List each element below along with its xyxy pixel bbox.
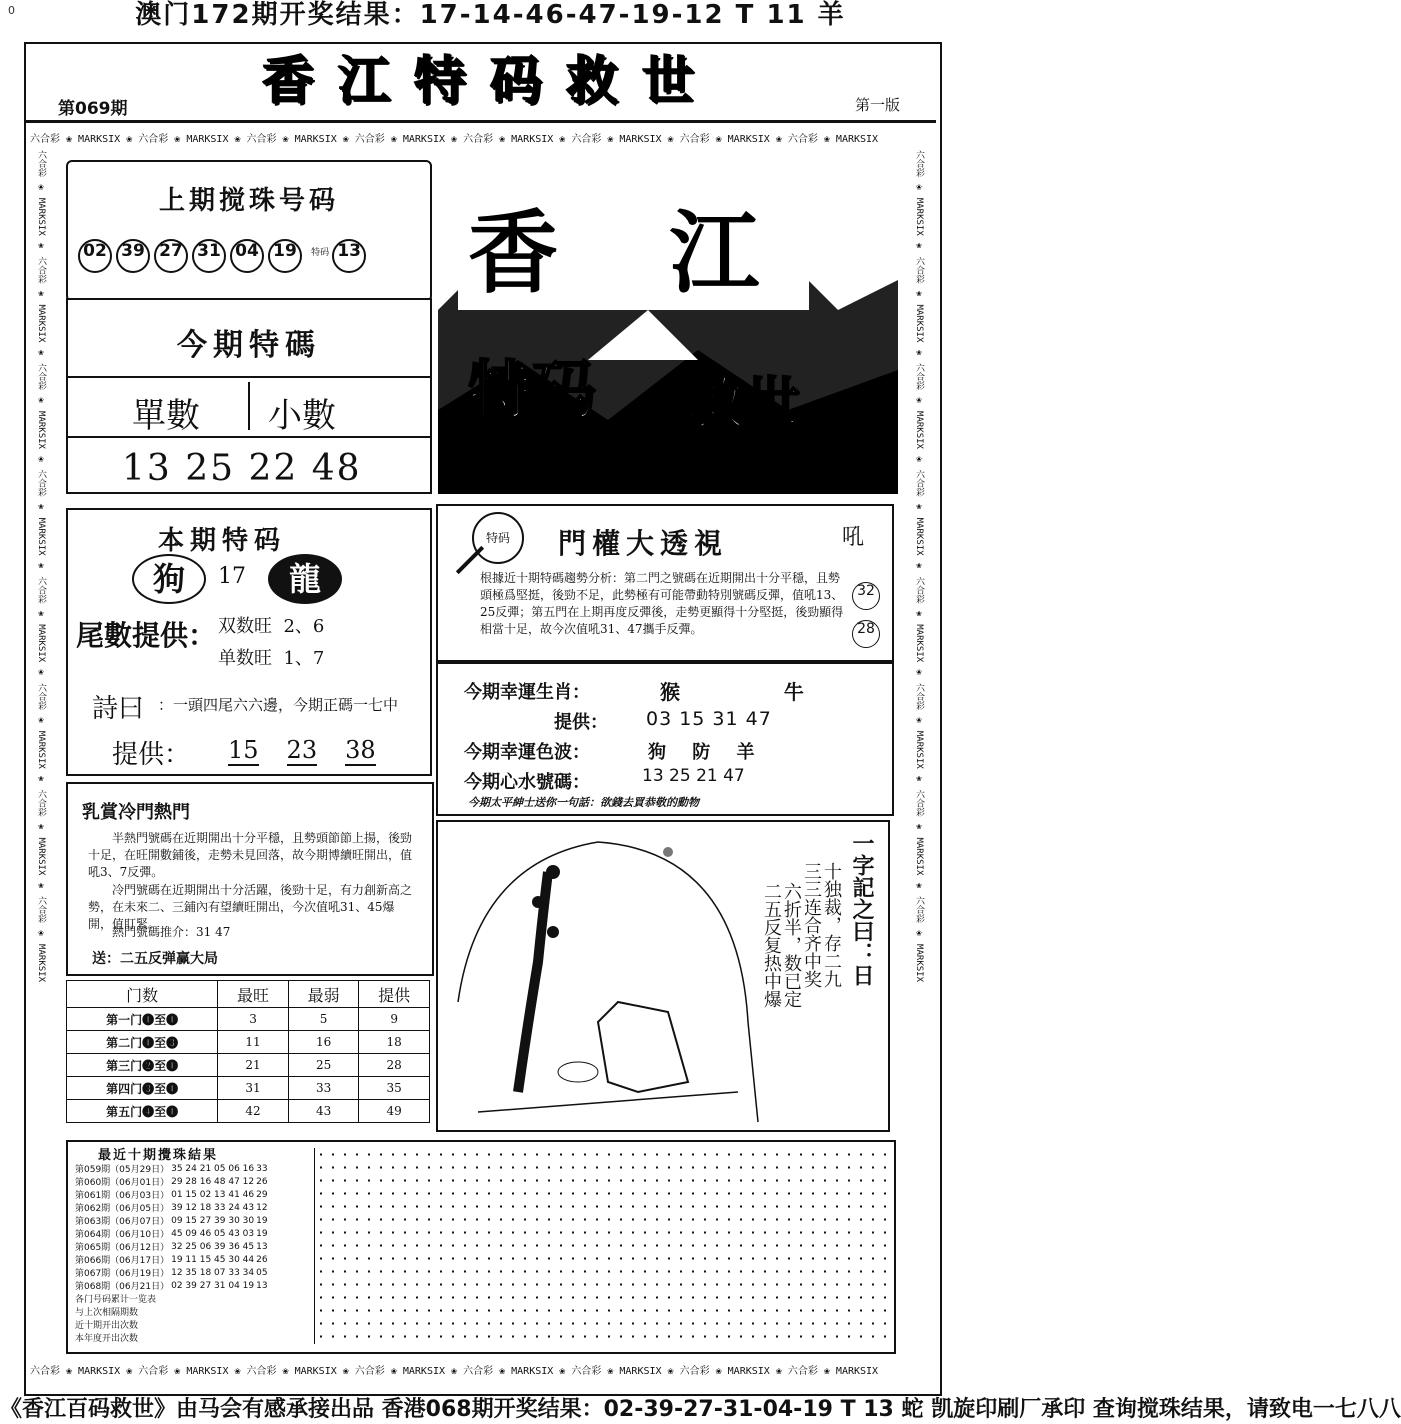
table-row xyxy=(74,1331,269,1344)
numbers-cell: 29 28 16 48 47 12 xyxy=(171,1176,255,1187)
cell: 49 xyxy=(359,1100,430,1123)
magnifier-tag: 特码 xyxy=(485,531,510,545)
circle-number: 28 xyxy=(852,620,880,648)
door-title-tail: 吼 xyxy=(842,525,865,550)
lucky-provide-label: 提供： xyxy=(554,712,608,733)
lucky-heart: 13 25 21 47 xyxy=(642,766,745,786)
period-cell: 第063期（06月07日） xyxy=(75,1217,170,1227)
edition-label: 第一版 xyxy=(855,96,901,114)
corner-mark: 0 xyxy=(8,4,15,17)
hero-subtitle-2: 救世 xyxy=(688,371,800,437)
left-border-strip: 六合彩 ❀ MARKSIX ❀ 六合彩 ❀ MARKSIX ❀ 六合彩 ❀ MARKSIX ❀ 六合彩 ❀ MARKSIX ❀ 六合彩 ❀ MARKSIX ❀ 六合彩 ❀ MARKSIX ❀ 六合彩 ❀ MARKSIX ❀ 六合彩 ❀ MARKSIX xyxy=(36,150,46,982)
issue-number: 第069期 xyxy=(58,99,128,119)
one-word-col: 六折半，数已定 xyxy=(781,882,802,1008)
cell: 3 xyxy=(218,1008,289,1031)
column-header: 最旺 xyxy=(218,981,289,1008)
provide-number: 38 xyxy=(345,736,376,764)
top-border-strip: 六合彩 ❀ MARKSIX ❀ 六合彩 ❀ MARKSIX ❀ 六合彩 ❀ MARKSIX ❀ 六合彩 ❀ MARKSIX ❀ 六合彩 ❀ MARKSIX ❀ 六合彩 ❀ MARKSIX ❀ 六合彩 ❀ MARKSIX ❀ 六合彩 ❀ MARKSIX xyxy=(30,134,879,145)
zodiac-animal-2: 龍 xyxy=(268,554,342,604)
numbers-cell: 02 39 27 31 04 19 xyxy=(171,1280,255,1291)
cell: 18 xyxy=(359,1031,430,1054)
column-header: 最弱 xyxy=(288,981,359,1008)
one-word-col: 十独裁，存二九 xyxy=(821,862,842,988)
lucky-zodiac-label: 今期幸運生肖： xyxy=(464,682,590,703)
special-cell: 26 xyxy=(256,1176,268,1187)
door-analysis-box xyxy=(436,504,894,662)
bottom-border-strip: 六合彩 ❀ MARKSIX ❀ 六合彩 ❀ MARKSIX ❀ 六合彩 ❀ MARKSIX ❀ 六合彩 ❀ MARKSIX ❀ 六合彩 ❀ MARKSIX ❀ 六合彩 ❀ MARKSIX ❀ 六合彩 ❀ MARKSIX ❀ 六合彩 ❀ MARKSIX xyxy=(30,1366,879,1377)
tail-even: 双数旺 2、6 xyxy=(218,616,325,637)
cell: 28 xyxy=(359,1054,430,1077)
special-cell: 26 xyxy=(256,1254,268,1265)
hot-cold-box xyxy=(66,782,434,976)
lucky-provide: 03 15 31 47 xyxy=(646,708,772,730)
poem-text: ：一頭四尾六六邊，今期正碼一七中 xyxy=(158,696,399,714)
hot-cold-title: 乳賞冷門熱門 xyxy=(82,802,190,823)
provide-number: 15 xyxy=(228,736,259,764)
cell: 第四门❸至❶ xyxy=(67,1077,218,1100)
hot-cold-p1: 半熱門號碼在近期開出十分平穩，且勢頭節節上揚，後勁十足，在旺開數鋪後，走勢未見回落，故今期博續旺開出，值吼3、7反彈。 xyxy=(88,831,413,879)
cell: 21 xyxy=(218,1054,289,1077)
special-cell: 13 xyxy=(256,1241,268,1252)
numbers-cell: 12 35 18 07 33 34 xyxy=(171,1267,255,1278)
poem-label: 詩曰 xyxy=(92,694,145,724)
table-row xyxy=(74,1162,269,1175)
numbers-cell: 09 15 27 39 30 30 xyxy=(171,1215,255,1226)
table-row xyxy=(74,1240,269,1253)
special-cell: 05 xyxy=(256,1267,268,1278)
table-row xyxy=(67,1008,430,1031)
cell: 33 xyxy=(288,1077,359,1100)
special-cell: 12 xyxy=(256,1202,268,1213)
table-row xyxy=(74,1214,269,1227)
small-label: 小數 xyxy=(268,396,336,436)
masthead-title: 香江特码救世 xyxy=(261,52,718,112)
door-stats-table xyxy=(66,980,430,1123)
cell: 11 xyxy=(218,1031,289,1054)
last-draw-box xyxy=(66,160,432,302)
cell: 42 xyxy=(218,1100,289,1123)
provide-label: 提供： xyxy=(112,740,191,770)
special-cell: 29 xyxy=(256,1189,268,1200)
lucky-saying: 今期太平紳士送你一句話：欲錢去買恭敬的動物 xyxy=(468,796,699,809)
cell: 9 xyxy=(359,1008,430,1031)
table-row xyxy=(74,1266,269,1279)
period-cell: 第064期（06月10日） xyxy=(75,1230,170,1240)
hot-cold-p3: 熱門號碼推介：31 47 xyxy=(112,925,231,939)
special-cell: 19 xyxy=(256,1228,268,1239)
special-cell: 33 xyxy=(256,1163,268,1174)
provide-number: 23 xyxy=(286,736,318,764)
cow-tree-illustration xyxy=(438,822,768,1130)
divider xyxy=(248,382,250,430)
footer-cell: 与上次相隔期数 xyxy=(75,1308,139,1318)
table-row xyxy=(74,1188,269,1201)
table-row xyxy=(74,1201,269,1214)
lucky-box xyxy=(436,662,894,816)
table-row xyxy=(74,1279,269,1292)
hot-cold-p2: 冷門號碼在近期開出十分活躍，後勁十足，有力創新高之勢，在未來二、三鋪內有望續旺開出，今次值吼31、45爆開，值盯緊。 xyxy=(88,883,413,931)
magnifier-icon xyxy=(472,512,524,564)
cell: 31 xyxy=(218,1077,289,1100)
lucky-color: 狗 防 羊 xyxy=(648,742,765,763)
cell: 35 xyxy=(359,1077,430,1100)
this-special-box xyxy=(66,298,432,494)
bottom-banner: 《香江百码救世》由马会有感承接出品 香港068期开奖结果：02-39-27-31-04-19 T 13 蛇 凯旋印刷厂承印 查询搅珠结果，请致电一七八八 xyxy=(0,1397,1401,1422)
last-draw-title: 上期搅珠号码 xyxy=(158,186,339,216)
period-cell: 第066期（06月17日） xyxy=(75,1256,170,1266)
special-label: 特码 xyxy=(311,248,330,258)
cell: 第一门❶至❶ xyxy=(67,1008,218,1031)
cell: 25 xyxy=(288,1054,359,1077)
special-numbers: 13 25 22 48 xyxy=(122,448,362,489)
footer-cell: 近十期开出次数 xyxy=(75,1321,139,1331)
tail-title: 尾數提供： xyxy=(76,619,217,652)
table-row xyxy=(74,1318,269,1331)
period-cell: 第061期（06月03日） xyxy=(75,1191,170,1201)
lucky-zodiac: 猴 牛 xyxy=(660,680,834,704)
tail-odd: 单数旺 1、7 xyxy=(218,648,325,669)
last-draw-balls xyxy=(78,239,430,273)
period-cell: 第068期（06月21日） xyxy=(75,1282,170,1292)
one-word-col: 二五反复热中爆 xyxy=(761,882,782,1008)
period-cell: 第067期（06月19日） xyxy=(75,1269,170,1279)
column-header: 门数 xyxy=(67,981,218,1008)
cell: 第二门❶至❸ xyxy=(67,1031,218,1054)
table-row xyxy=(67,1077,430,1100)
circle-number: 32 xyxy=(852,582,880,610)
numbers-cell: 32 25 06 39 36 45 xyxy=(171,1241,255,1252)
zodiac-title: 本期特码 xyxy=(158,526,287,556)
illustration-box xyxy=(436,820,770,1132)
numbers-cell: 35 24 21 05 06 16 xyxy=(171,1163,255,1174)
table-row xyxy=(74,1175,269,1188)
table-row xyxy=(67,1054,430,1077)
door-title: 門權大透視 xyxy=(558,527,729,560)
table-row xyxy=(74,1292,269,1305)
footer-cell: 本年度开出次数 xyxy=(75,1334,139,1344)
right-border-strip: 六合彩 ❀ MARKSIX ❀ 六合彩 ❀ MARKSIX ❀ 六合彩 ❀ MARKSIX ❀ 六合彩 ❀ MARKSIX ❀ 六合彩 ❀ MARKSIX ❀ 六合彩 ❀ MARKSIX ❀ 六合彩 ❀ MARKSIX ❀ 六合彩 ❀ MARKSIX xyxy=(914,150,924,982)
lucky-heart-label: 今期心水號碼： xyxy=(464,772,590,793)
cell: 第五门❹至❶ xyxy=(67,1100,218,1123)
table-row xyxy=(67,1100,430,1123)
footer-cell: 各门号码累计一览表 xyxy=(75,1295,157,1305)
zodiac-animal-1: 狗 xyxy=(132,554,206,604)
one-word-col: 三三连合齐中奖 xyxy=(801,862,822,988)
special-ball: 13 xyxy=(332,239,366,273)
period-cell: 第060期（06月01日） xyxy=(75,1178,170,1188)
period-cell: 第059期（05月29日） xyxy=(75,1165,170,1175)
ball: 19 xyxy=(268,239,302,273)
cell: 43 xyxy=(288,1100,359,1123)
zodiac-number: 17 xyxy=(218,564,246,589)
special-cell: 19 xyxy=(256,1215,268,1226)
ball: 04 xyxy=(230,239,264,273)
history-title: 最近十期攪珠結果 xyxy=(98,1148,219,1163)
special-cell: 13 xyxy=(256,1280,268,1291)
cell: 16 xyxy=(288,1031,359,1054)
numbers-cell: 01 15 02 13 41 46 xyxy=(171,1189,255,1200)
numbers-cell: 45 09 46 05 43 03 xyxy=(171,1228,255,1239)
ball: 02 xyxy=(78,239,112,273)
table-header-row xyxy=(67,981,430,1008)
table-row xyxy=(67,1031,430,1054)
this-special-title: 今期特碼 xyxy=(177,328,321,363)
top-result-banner: 澳门172期开奖结果：17-14-46-47-19-12 T 11 羊 xyxy=(135,0,846,30)
hero-subtitle-1: 特码 xyxy=(468,354,596,429)
table-row xyxy=(74,1227,269,1240)
one-word-box xyxy=(761,820,890,1132)
cell: 5 xyxy=(288,1008,359,1031)
history-table xyxy=(74,1162,269,1344)
table-row xyxy=(74,1253,269,1266)
dot-grid xyxy=(314,1148,891,1344)
cell: 第三门❷至❶ xyxy=(67,1054,218,1077)
lucky-color-label: 今期幸運色波： xyxy=(464,742,590,763)
hero-art xyxy=(438,160,898,494)
zodiac-box xyxy=(66,508,432,776)
door-text: 根據近十期特碼趨勢分析：第二門之號碼在近期開出十分平穩，且勢頭極爲堅挺，後勁不足，此勢極有可能帶動特別號碼反彈，值吼13、25反彈；第五門在上期再度反彈後，走勢更顯得十分堅挺，後勁顯得相當十足，故今次值吼31、47攜手反彈。 xyxy=(480,571,844,636)
column-header: 提供 xyxy=(359,981,430,1008)
ball: 31 xyxy=(192,239,226,273)
period-cell: 第065期（06月12日） xyxy=(75,1243,170,1253)
provide-numbers xyxy=(228,736,376,764)
period-cell: 第062期（06月05日） xyxy=(75,1204,170,1214)
table-row xyxy=(74,1305,269,1318)
door-stats xyxy=(66,980,430,1123)
hot-cold-send: 送：二五反弹赢大局 xyxy=(92,951,218,967)
numbers-cell: 39 12 18 33 24 43 xyxy=(171,1202,255,1213)
hero-title: 香 江 xyxy=(458,180,809,310)
ball: 27 xyxy=(154,239,188,273)
history-box xyxy=(66,1140,896,1354)
odd-small-row xyxy=(68,376,430,438)
odd-label: 單數 xyxy=(132,396,200,436)
ball: 39 xyxy=(116,239,150,273)
numbers-cell: 19 11 15 45 30 44 xyxy=(171,1254,255,1265)
one-word-title: 一字記之曰：日 xyxy=(849,832,875,986)
